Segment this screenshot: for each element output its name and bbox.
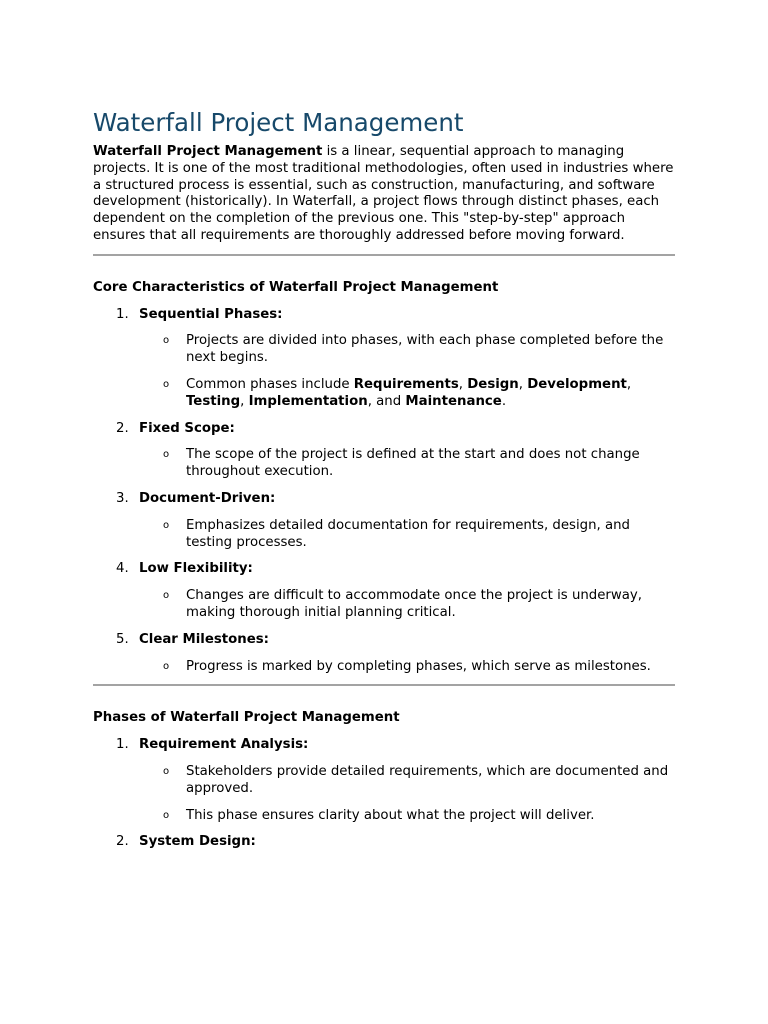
text-fragment: Common phases include xyxy=(186,376,354,392)
text-fragment: , xyxy=(458,376,468,392)
phase-name: Maintenance xyxy=(405,393,502,409)
text-fragment: , xyxy=(518,376,528,392)
characteristics-list xyxy=(93,307,675,676)
sub-item-text: The scope of the project is defined at the start and does not change throughout execution. xyxy=(186,447,640,480)
sub-list-item xyxy=(139,333,675,367)
section-divider xyxy=(93,684,675,686)
bullet-icon: o xyxy=(163,590,170,602)
sub-list xyxy=(139,764,675,824)
list-item xyxy=(93,834,675,851)
sub-item-text: This phase ensures clarity about what the project will deliver. xyxy=(186,807,595,823)
phase-name: Development xyxy=(527,376,627,392)
characteristics-heading: Core Characteristics of Waterfall Project Management xyxy=(93,279,499,295)
item-title: Sequential Phases: xyxy=(139,306,283,322)
item-title: Document-Driven: xyxy=(139,490,276,506)
item-number: 2. xyxy=(116,420,129,436)
sub-list xyxy=(139,659,675,676)
phase-name: Implementation xyxy=(248,393,368,409)
sub-item-text: Emphasizes detailed documentation for requirements, design, and testing processes. xyxy=(186,517,630,550)
intro-text: is a linear, sequential approach to managing projects. It is one of the most traditional methodologies, often used in industries where a structured process is essential, such as construction, manufacturing, and software development (historically). In Waterfall, a project flows through distinct phases, each dependent on the completion of the previous one. This "step-by-step" approach ensures that all requirements are thoroughly addressed before moving forward. xyxy=(93,144,674,243)
phase-name: Testing xyxy=(186,393,241,409)
sub-item-text: Changes are difficult to accommodate once the project is underway, making thorough initial planning critical. xyxy=(186,588,643,620)
section-divider xyxy=(93,254,675,256)
sub-list-item xyxy=(139,518,675,552)
item-title: Fixed Scope: xyxy=(139,420,235,436)
bullet-icon: o xyxy=(163,660,170,672)
item-number: 5. xyxy=(116,631,129,647)
text-fragment: , xyxy=(240,393,249,409)
phases-heading: Phases of Waterfall Project Management xyxy=(93,710,400,726)
list-item xyxy=(93,561,675,621)
bullet-icon: o xyxy=(163,449,170,461)
intro-bold-term: Waterfall Project Management xyxy=(93,144,323,159)
bullet-icon: o xyxy=(163,378,170,390)
item-number: 1. xyxy=(116,306,129,322)
sub-list xyxy=(139,588,675,622)
text-fragment: , and xyxy=(367,393,406,409)
phases-list xyxy=(93,737,675,851)
item-number: 2. xyxy=(116,834,129,850)
sub-list-item xyxy=(139,659,675,676)
sub-list xyxy=(139,518,675,552)
sub-list-item xyxy=(139,764,675,798)
page-title: Waterfall Project Management xyxy=(93,108,464,137)
sub-list-item xyxy=(139,447,675,481)
document-content xyxy=(93,108,675,851)
sub-list-item xyxy=(139,588,675,622)
item-title: Low Flexibility: xyxy=(139,561,253,577)
bullet-icon: o xyxy=(163,519,170,531)
list-item xyxy=(93,491,675,551)
bullet-icon: o xyxy=(163,335,170,347)
item-title: Clear Milestones: xyxy=(139,631,269,647)
item-number: 1. xyxy=(116,737,129,753)
text-fragment: , xyxy=(626,376,632,392)
sub-list-item xyxy=(139,808,675,825)
sub-item-text xyxy=(186,377,631,409)
sub-item-text: Projects are divided into phases, with each phase completed before the next begins. xyxy=(186,333,664,366)
sub-item-text: Stakeholders provide detailed requirements, which are documented and approved. xyxy=(186,763,669,796)
item-number: 4. xyxy=(116,561,129,577)
item-title: System Design: xyxy=(139,834,256,850)
list-item xyxy=(93,632,675,676)
item-title: Requirement Analysis: xyxy=(139,737,309,753)
text-fragment: . xyxy=(501,393,507,409)
phase-name: Requirements xyxy=(353,376,459,392)
sub-item-text: Progress is marked by completing phases, which serve as milestones. xyxy=(186,658,651,674)
sub-list xyxy=(139,333,675,410)
list-item xyxy=(93,737,675,824)
list-item xyxy=(93,307,675,411)
sub-list xyxy=(139,447,675,481)
intro-paragraph xyxy=(93,144,675,245)
item-number: 3. xyxy=(116,490,129,506)
phase-name: Design xyxy=(467,376,519,392)
bullet-icon: o xyxy=(163,765,170,777)
bullet-icon: o xyxy=(163,809,170,821)
list-item xyxy=(93,421,675,481)
sub-list-item xyxy=(139,377,675,411)
